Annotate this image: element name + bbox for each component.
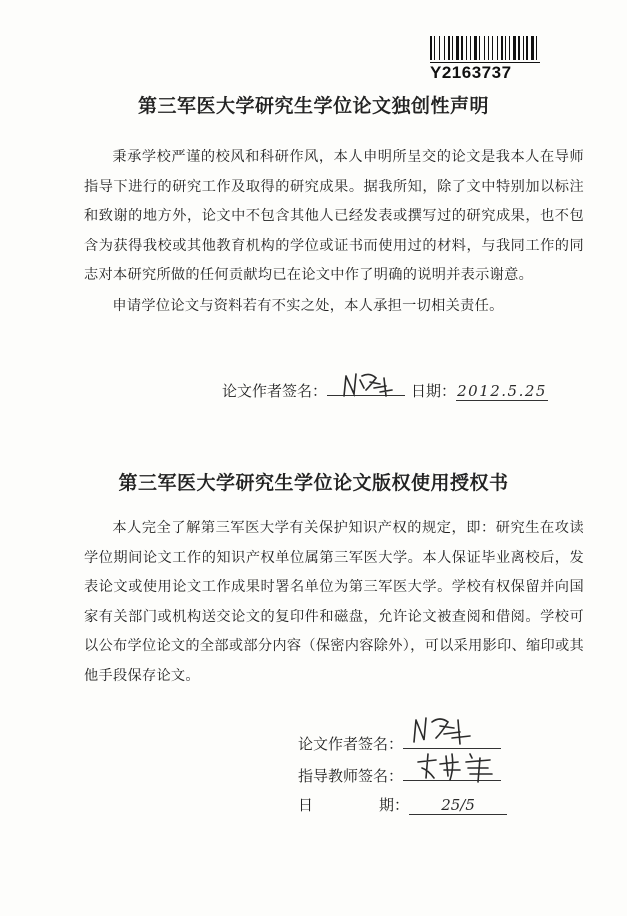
barcode-bar [507, 36, 509, 60]
barcode-bar [474, 36, 477, 60]
barcode-bar [513, 36, 516, 60]
barcode-bar [531, 36, 534, 60]
barcode-bar [461, 36, 463, 60]
authorization-date-label-a: 日 [298, 796, 314, 814]
barcode-bar [518, 36, 520, 60]
barcode-bar [493, 36, 496, 60]
barcode-bar [538, 36, 540, 60]
barcode [430, 36, 540, 83]
barcode-bar [467, 36, 469, 60]
authorization-author-handwritten-signature [410, 712, 482, 748]
authorization-author-label: 论文作者签名： [298, 735, 404, 753]
declaration-date-label: 日期： [411, 382, 457, 400]
authorization-date-label-b: 期： [379, 796, 410, 814]
barcode-bar [441, 36, 444, 60]
authorization-date-value: 25/5 [409, 796, 507, 815]
authorization-title: 第三军医大学研究生学位论文版权使用授权书 [118, 472, 509, 494]
barcode-bar [430, 36, 432, 60]
barcode-bar [448, 36, 450, 60]
declaration-body [84, 143, 584, 321]
barcode-bar [485, 36, 487, 60]
barcode-bar [456, 36, 459, 60]
barcode-bar [526, 36, 528, 60]
declaration-title: 第三军医大学研究生学位论文独创性声明 [137, 95, 489, 117]
barcode-bar [501, 36, 503, 60]
barcode-number: Y2163737 [430, 62, 540, 83]
declaration-paragraph-1: 秉承学校严谨的校风和科研作风，本人申明所呈交的论文是我本人在导师指导下进行的研究工作及取得的研究成果。据我所知，除了文中特别加以标注和致谢的地方外，论文中不包含其他人已经发表或撰写过的研究成果，也不包含为获得我校或其他教育机构的学位或证书而使用过的材料，与我同工作的同志对本研究所做的任何贡献均已在论文中作了明确的说明并表示谢意。 [84, 149, 584, 283]
barcode-bar [481, 36, 483, 60]
declaration-paragraph-2: 申请学位论文与资料若有不实之处，本人承担一切相关责任。 [112, 297, 504, 314]
declaration-handwritten-signature [340, 368, 400, 402]
barcode-bars [430, 36, 540, 60]
authorization-advisor-handwritten-signature [414, 748, 510, 784]
declaration-author-label: 论文作者签名： [222, 382, 328, 400]
barcode-bar [436, 36, 438, 60]
declaration-date-value: 2012.5.25 [457, 382, 547, 400]
authorization-body [84, 514, 584, 691]
authorization-date-row [298, 794, 507, 815]
authorization-advisor-label: 指导教师签名： [298, 767, 404, 785]
authorization-paragraph: 本人完全了解第三军医大学有关保护知识产权的规定，即：研究生在攻读学位期间论文工作的知识产权单位属第三军医大学。本人保证毕业离校后，发表论文或使用论文工作成果时署名单位为第三军医大学。学校有权保留并向国家有关部门或机构送交论文的复印件和磁盘，允许论文被查阅和借阅。学校可以公布学位论文的全部或部分内容（保密内容除外），可以采用影印、缩印或其他手段保存论文。 [84, 520, 584, 684]
